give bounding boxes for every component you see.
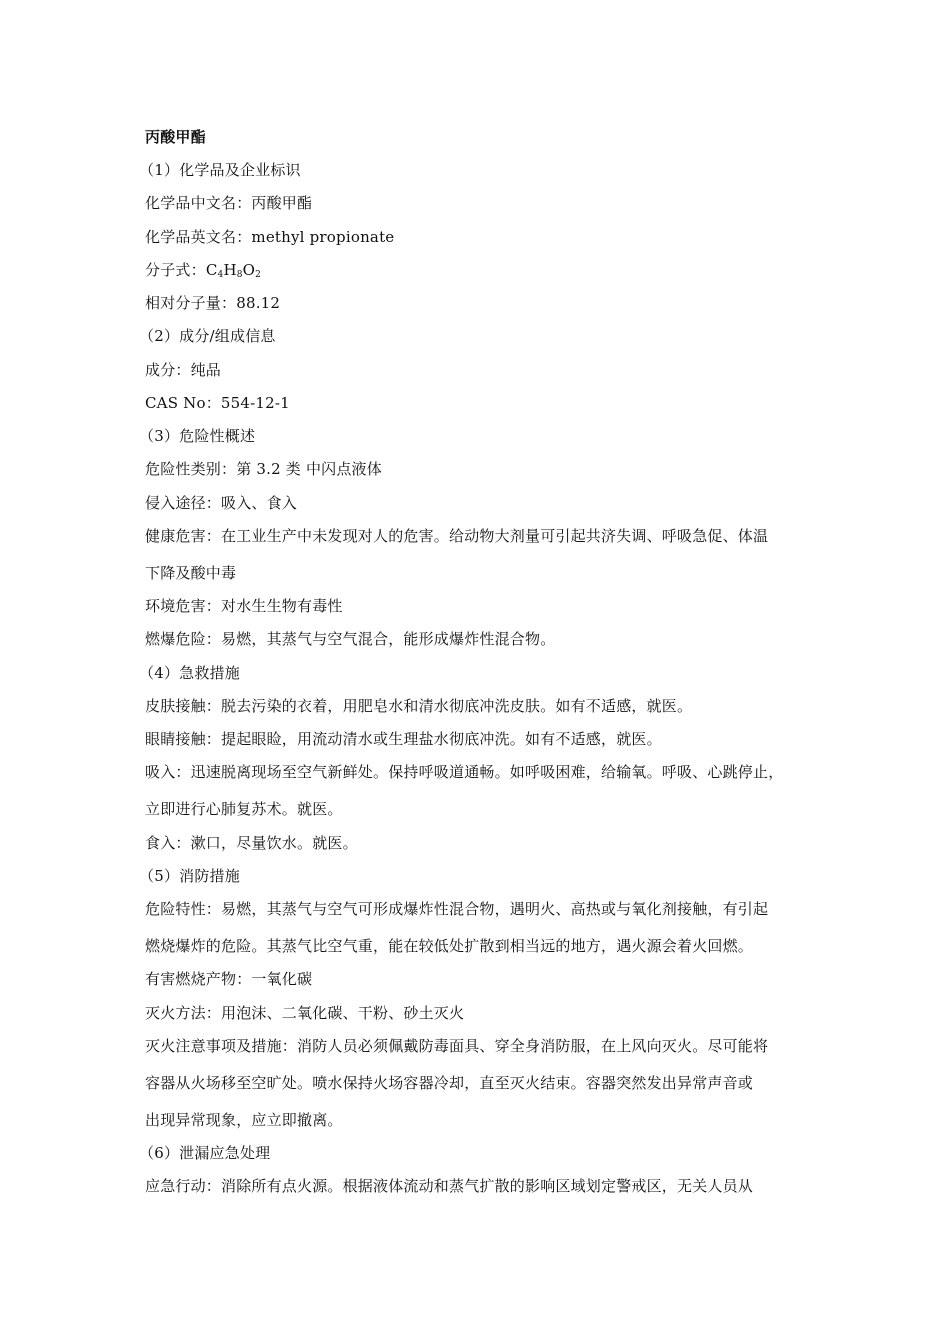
environment-hazard: 环境危害：对水生生物有毒性 <box>145 597 343 615</box>
document-title: 丙酸甲酯 <box>145 128 206 146</box>
formula-o: O <box>242 261 256 279</box>
section-heading-3: （3）危险性概述 <box>139 427 256 445</box>
ingestion: 食入：漱口，尽量饮水。就医。 <box>145 834 358 852</box>
firefighting-notes-line-1: 灭火注意事项及措施：消防人员必须佩戴防毒面具、穿全身消防服，在上风向灭火。尽可能将 <box>145 1037 769 1055</box>
exposure-route: 侵入途径：吸入、食入 <box>145 494 298 512</box>
combustion-products: 有害燃烧产物：一氧化碳 <box>145 970 313 988</box>
formula-c-count: 4 <box>217 270 224 280</box>
formula-label: 分子式： <box>145 261 206 279</box>
section-heading-1: （1）化学品及企业标识 <box>139 161 301 179</box>
explosion-hazard: 燃爆危险：易燃，其蒸气与空气混合，能形成爆炸性混合物。 <box>145 630 556 648</box>
section-heading-4: （4）急救措施 <box>139 664 240 682</box>
emergency-action-line-1: 应急行动：消除所有点火源。根据液体流动和蒸气扩散的影响区域划定警戒区，无关人员从 <box>145 1177 754 1195</box>
composition: 成分：纯品 <box>145 361 222 379</box>
eye-contact: 眼睛接触：提起眼睑，用流动清水或生理盐水彻底冲洗。如有不适感，就医。 <box>145 730 662 748</box>
fire-hazard-line-2: 燃烧爆炸的危险。其蒸气比空气重，能在较低处扩散到相当远的地方，遇火源会着火回燃。 <box>145 937 754 955</box>
formula-h-count: 8 <box>236 270 243 280</box>
hazard-class: 危险性类别：第 3.2 类 中闪点液体 <box>145 460 382 478</box>
chinese-name: 化学品中文名：丙酸甲酯 <box>145 194 313 212</box>
health-hazard-line-1: 健康危害：在工业生产中未发现对人的危害。给动物大剂量可引起共济失调、呼吸急促、体温 <box>145 527 769 545</box>
inhalation-line-2: 立即进行心肺复苏术。就医。 <box>145 800 343 818</box>
skin-contact: 皮肤接触：脱去污染的衣着，用肥皂水和清水彻底冲洗皮肤。如有不适感，就医。 <box>145 697 693 715</box>
section-heading-2: （2）成分/组成信息 <box>139 327 276 345</box>
section-heading-6: （6）泄漏应急处理 <box>139 1144 271 1162</box>
inhalation-line-1: 吸入：迅速脱离现场至空气新鲜处。保持呼吸道通畅。如呼吸困难，给输氧。呼吸、心跳停止， <box>145 763 784 781</box>
formula-h: H <box>223 261 237 279</box>
cas-number: CAS No：554-12-1 <box>145 394 290 412</box>
english-name: 化学品英文名：methyl propionate <box>145 228 395 246</box>
formula-c: C <box>205 261 218 279</box>
molecular-formula <box>145 260 261 280</box>
molecular-weight: 相对分子量：88.12 <box>145 294 281 312</box>
firefighting-notes-line-3: 出现异常现象，应立即撤离。 <box>145 1111 343 1129</box>
firefighting-notes-line-2: 容器从火场移至空旷处。喷水保持火场容器冷却，直至灭火结束。容器突然发出异常声音或 <box>145 1074 754 1092</box>
extinguishing-method: 灭火方法：用泡沫、二氧化碳、干粉、砂土灭火 <box>145 1004 465 1022</box>
fire-hazard-line-1: 危险特性：易燃，其蒸气与空气可形成爆炸性混合物，遇明火、高热或与氧化剂接触，有引起 <box>145 900 769 918</box>
section-heading-5: （5）消防措施 <box>139 867 240 885</box>
formula-o-count: 2 <box>255 270 262 280</box>
health-hazard-line-2: 下降及酸中毒 <box>145 564 237 582</box>
